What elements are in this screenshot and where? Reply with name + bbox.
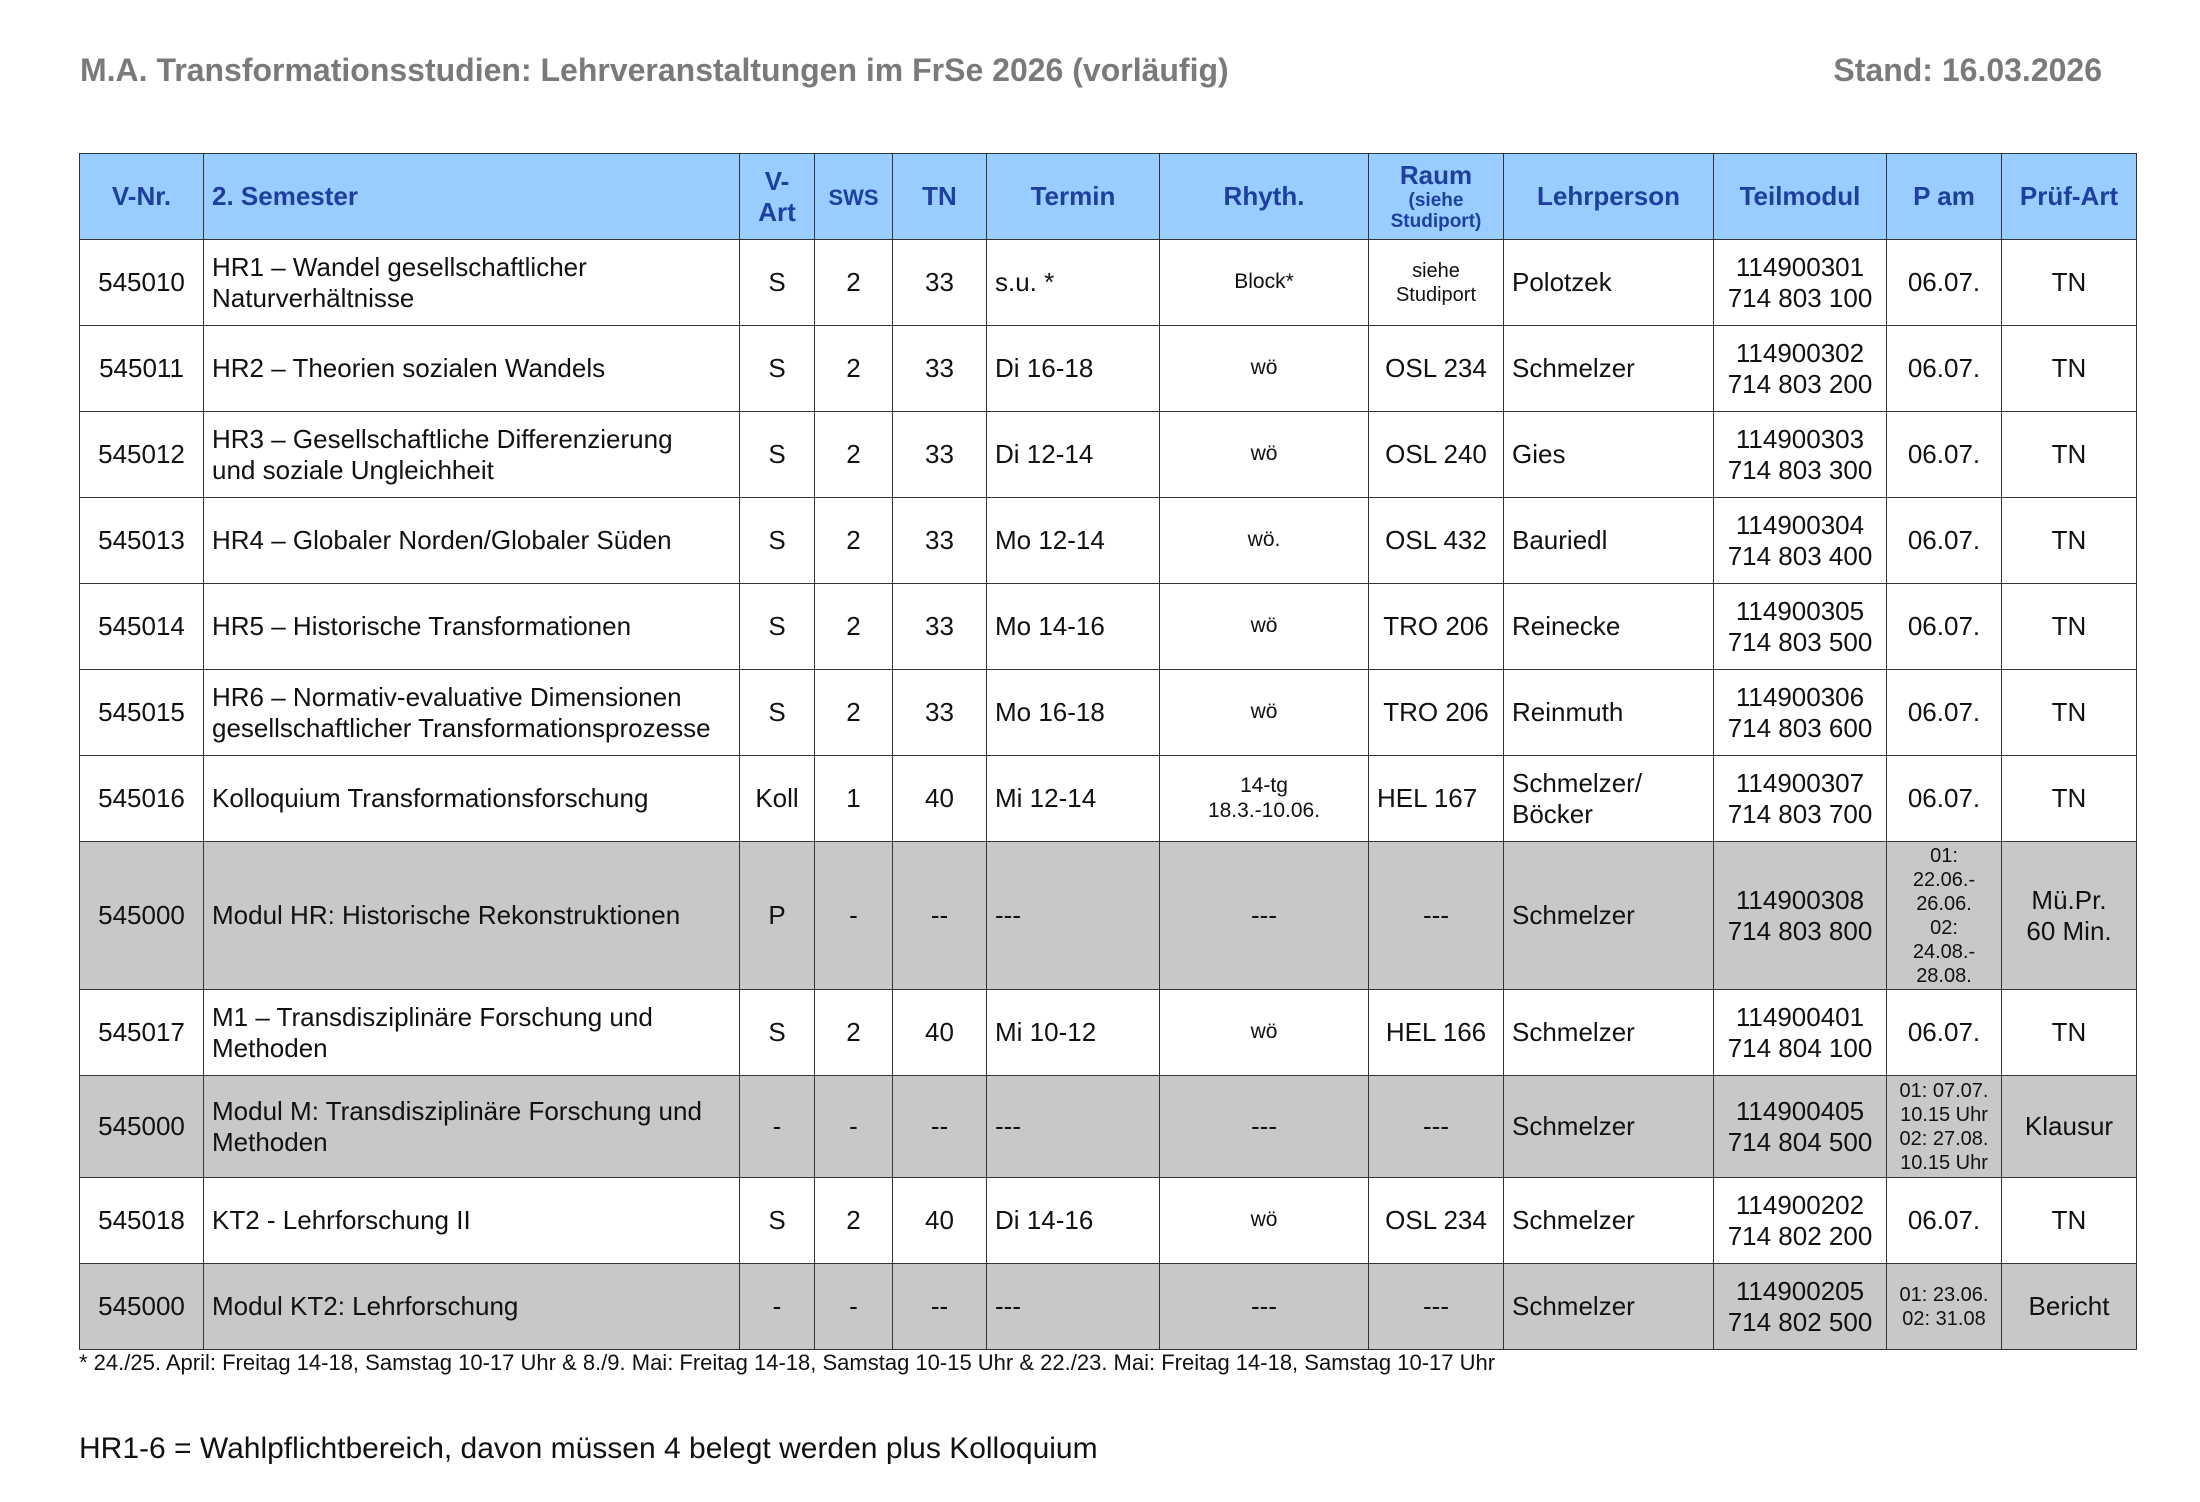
cell-teilmodul: 114900401 714 804 100 bbox=[1714, 990, 1887, 1076]
cell-lehrperson: Gies bbox=[1504, 412, 1714, 498]
cell-vnr: 545015 bbox=[80, 670, 204, 756]
cell-pam: 01: 23.06. 02: 31.08 bbox=[1887, 1264, 2002, 1350]
cell-raum: OSL 234 bbox=[1369, 326, 1504, 412]
col-vnr: V-Nr. bbox=[80, 154, 204, 240]
cell-sws: 2 bbox=[815, 670, 893, 756]
cell-termin: --- bbox=[987, 842, 1160, 990]
cell-tn: -- bbox=[893, 1076, 987, 1178]
cell-lehrperson: Reinmuth bbox=[1504, 670, 1714, 756]
cell-sws: - bbox=[815, 842, 893, 990]
cell-rhythm: wö bbox=[1160, 326, 1369, 412]
col-teilmodul: Teilmodul bbox=[1714, 154, 1887, 240]
col-rhythm: Rhyth. bbox=[1160, 154, 1369, 240]
cell-pruefart: Bericht bbox=[2002, 1264, 2137, 1350]
cell-lehrperson: Schmelzer/ Böcker bbox=[1504, 756, 1714, 842]
cell-tn: 33 bbox=[893, 498, 987, 584]
cell-rhythm: --- bbox=[1160, 1264, 1369, 1350]
cell-pruefart: TN bbox=[2002, 584, 2137, 670]
cell-pruefart: TN bbox=[2002, 756, 2137, 842]
cell-sws: 2 bbox=[815, 412, 893, 498]
cell-rhythm: wö bbox=[1160, 584, 1369, 670]
cell-tn: 33 bbox=[893, 412, 987, 498]
cell-lehrperson: Schmelzer bbox=[1504, 842, 1714, 990]
cell-sws: 2 bbox=[815, 498, 893, 584]
cell-raum: --- bbox=[1369, 1076, 1504, 1178]
page-title: M.A. Transformationsstudien: Lehrveranstaltungen im FrSe 2026 (vorläufig) bbox=[80, 52, 1229, 88]
cell-termin: Mo 16-18 bbox=[987, 670, 1160, 756]
cell-termin: Di 16-18 bbox=[987, 326, 1160, 412]
cell-lehrperson: Polotzek bbox=[1504, 240, 1714, 326]
cell-sws: 1 bbox=[815, 756, 893, 842]
cell-pruefart: TN bbox=[2002, 990, 2137, 1076]
col-tn: TN bbox=[893, 154, 987, 240]
cell-raum: HEL 166 bbox=[1369, 990, 1504, 1076]
cell-teilmodul: 114900405 714 804 500 bbox=[1714, 1076, 1887, 1178]
cell-sws: 2 bbox=[815, 990, 893, 1076]
table-row bbox=[80, 326, 2137, 412]
cell-tn: 33 bbox=[893, 326, 987, 412]
table-row bbox=[80, 584, 2137, 670]
cell-pruefart: TN bbox=[2002, 670, 2137, 756]
cell-lehrperson: Schmelzer bbox=[1504, 1264, 1714, 1350]
cell-title: HR3 – Gesellschaftliche Differenzierung und soziale Ungleichheit bbox=[204, 412, 740, 498]
cell-vnr: 545016 bbox=[80, 756, 204, 842]
cell-tn: 40 bbox=[893, 990, 987, 1076]
cell-sws: - bbox=[815, 1264, 893, 1350]
cell-lehrperson: Schmelzer bbox=[1504, 990, 1714, 1076]
cell-teilmodul: 114900305 714 803 500 bbox=[1714, 584, 1887, 670]
table-row bbox=[80, 670, 2137, 756]
cell-vart: - bbox=[740, 1264, 815, 1350]
cell-raum: OSL 240 bbox=[1369, 412, 1504, 498]
cell-pruefart: TN bbox=[2002, 412, 2137, 498]
table-header-row bbox=[80, 154, 2137, 240]
cell-vnr: 545014 bbox=[80, 584, 204, 670]
cell-rhythm: wö bbox=[1160, 670, 1369, 756]
table-row bbox=[80, 498, 2137, 584]
cell-raum: OSL 234 bbox=[1369, 1178, 1504, 1264]
table-row-module bbox=[80, 1264, 2137, 1350]
cell-tn: 40 bbox=[893, 756, 987, 842]
cell-lehrperson: Schmelzer bbox=[1504, 1076, 1714, 1178]
col-lehrperson: Lehrperson bbox=[1504, 154, 1714, 240]
col-termin: Termin bbox=[987, 154, 1160, 240]
cell-lehrperson: Schmelzer bbox=[1504, 1178, 1714, 1264]
cell-termin: Mi 12-14 bbox=[987, 756, 1160, 842]
cell-vnr: 545010 bbox=[80, 240, 204, 326]
cell-sws: 2 bbox=[815, 326, 893, 412]
cell-title: HR6 – Normativ-evaluative Dimensionen gesellschaftlicher Transformationsprozesse bbox=[204, 670, 740, 756]
cell-sws: 2 bbox=[815, 1178, 893, 1264]
cell-termin: Di 12-14 bbox=[987, 412, 1160, 498]
cell-title: HR1 – Wandel gesellschaftlicher Naturverhältnisse bbox=[204, 240, 740, 326]
cell-rhythm: --- bbox=[1160, 1076, 1369, 1178]
cell-pam: 06.07. bbox=[1887, 326, 2002, 412]
cell-title: Kolloquium Transformationsforschung bbox=[204, 756, 740, 842]
wahlpflicht-note: HR1-6 = Wahlpflichtbereich, davon müssen 4 belegt werden plus Kolloquium bbox=[79, 1432, 1098, 1465]
table-row bbox=[80, 756, 2137, 842]
cell-termin: --- bbox=[987, 1264, 1160, 1350]
cell-title: Modul KT2: Lehrforschung bbox=[204, 1264, 740, 1350]
cell-title: M1 – Transdisziplinäre Forschung und Methoden bbox=[204, 990, 740, 1076]
cell-pam: 06.07. bbox=[1887, 990, 2002, 1076]
cell-rhythm: wö bbox=[1160, 1178, 1369, 1264]
cell-vart: S bbox=[740, 584, 815, 670]
course-table bbox=[79, 153, 2137, 1350]
cell-vart: S bbox=[740, 326, 815, 412]
cell-pam: 01: 22.06.- 26.06. 02: 24.08.- 28.08. bbox=[1887, 842, 2002, 990]
cell-vnr: 545017 bbox=[80, 990, 204, 1076]
cell-lehrperson: Schmelzer bbox=[1504, 326, 1714, 412]
cell-vart: S bbox=[740, 412, 815, 498]
cell-title: KT2 - Lehrforschung II bbox=[204, 1178, 740, 1264]
cell-vnr: 545018 bbox=[80, 1178, 204, 1264]
col-sws: SWS bbox=[815, 154, 893, 240]
cell-termin: Di 14-16 bbox=[987, 1178, 1160, 1264]
table-row bbox=[80, 412, 2137, 498]
cell-sws: - bbox=[815, 1076, 893, 1178]
cell-teilmodul: 114900205 714 802 500 bbox=[1714, 1264, 1887, 1350]
cell-vart: S bbox=[740, 240, 815, 326]
cell-vnr: 545011 bbox=[80, 326, 204, 412]
cell-pam: 06.07. bbox=[1887, 670, 2002, 756]
cell-pam: 06.07. bbox=[1887, 1178, 2002, 1264]
col-raum: Raum (siehe Studiport) bbox=[1369, 154, 1504, 240]
cell-teilmodul: 114900306 714 803 600 bbox=[1714, 670, 1887, 756]
cell-pam: 06.07. bbox=[1887, 412, 2002, 498]
cell-raum: TRO 206 bbox=[1369, 584, 1504, 670]
cell-raum: TRO 206 bbox=[1369, 670, 1504, 756]
cell-tn: 33 bbox=[893, 670, 987, 756]
cell-termin: --- bbox=[987, 1076, 1160, 1178]
cell-vart: S bbox=[740, 990, 815, 1076]
cell-vnr: 545000 bbox=[80, 1076, 204, 1178]
cell-raum: --- bbox=[1369, 1264, 1504, 1350]
table-row bbox=[80, 1178, 2137, 1264]
col-pam: P am bbox=[1887, 154, 2002, 240]
cell-pruefart: Klausur bbox=[2002, 1076, 2137, 1178]
cell-pruefart: TN bbox=[2002, 498, 2137, 584]
cell-raum: HEL 167 bbox=[1369, 756, 1504, 842]
cell-teilmodul: 114900302 714 803 200 bbox=[1714, 326, 1887, 412]
cell-vart: S bbox=[740, 1178, 815, 1264]
cell-vnr: 545000 bbox=[80, 1264, 204, 1350]
cell-pruefart: TN bbox=[2002, 326, 2137, 412]
cell-rhythm: 14-tg 18.3.-10.06. bbox=[1160, 756, 1369, 842]
cell-tn: 33 bbox=[893, 240, 987, 326]
cell-pam: 06.07. bbox=[1887, 756, 2002, 842]
cell-tn: 40 bbox=[893, 1178, 987, 1264]
cell-title: Modul M: Transdisziplinäre Forschung und Methoden bbox=[204, 1076, 740, 1178]
cell-teilmodul: 114900202 714 802 200 bbox=[1714, 1178, 1887, 1264]
cell-vart: S bbox=[740, 670, 815, 756]
cell-vnr: 545013 bbox=[80, 498, 204, 584]
cell-pruefart: TN bbox=[2002, 240, 2137, 326]
cell-rhythm: --- bbox=[1160, 842, 1369, 990]
cell-vart: P bbox=[740, 842, 815, 990]
cell-vnr: 545012 bbox=[80, 412, 204, 498]
cell-title: HR2 – Theorien sozialen Wandels bbox=[204, 326, 740, 412]
cell-raum: --- bbox=[1369, 842, 1504, 990]
col-semester: 2. Semester bbox=[204, 154, 740, 240]
cell-pam: 06.07. bbox=[1887, 498, 2002, 584]
cell-title: HR4 – Globaler Norden/Globaler Süden bbox=[204, 498, 740, 584]
cell-termin: Mo 12-14 bbox=[987, 498, 1160, 584]
cell-teilmodul: 114900303 714 803 300 bbox=[1714, 412, 1887, 498]
cell-raum: siehe Studiport bbox=[1369, 240, 1504, 326]
cell-teilmodul: 114900308 714 803 800 bbox=[1714, 842, 1887, 990]
cell-tn: -- bbox=[893, 1264, 987, 1350]
cell-vart: S bbox=[740, 498, 815, 584]
table-row-module bbox=[80, 1076, 2137, 1178]
cell-teilmodul: 114900301 714 803 100 bbox=[1714, 240, 1887, 326]
cell-sws: 2 bbox=[815, 584, 893, 670]
table-row bbox=[80, 990, 2137, 1076]
cell-sws: 2 bbox=[815, 240, 893, 326]
cell-pam: 06.07. bbox=[1887, 584, 2002, 670]
table-row bbox=[80, 240, 2137, 326]
cell-pam: 06.07. bbox=[1887, 240, 2002, 326]
cell-teilmodul: 114900304 714 803 400 bbox=[1714, 498, 1887, 584]
cell-termin: Mo 14-16 bbox=[987, 584, 1160, 670]
cell-raum: OSL 432 bbox=[1369, 498, 1504, 584]
col-pruefart: Prüf-Art bbox=[2002, 154, 2137, 240]
cell-title: HR5 – Historische Transformationen bbox=[204, 584, 740, 670]
footnote: * 24./25. April: Freitag 14-18, Samstag 10-17 Uhr & 8./9. Mai: Freitag 14-18, Samstag 10-15 Uhr & 22./23. Mai: Freitag 14-18, Samstag 10-17 Uhr bbox=[79, 1350, 1496, 1375]
cell-termin: s.u. * bbox=[987, 240, 1160, 326]
cell-vart: - bbox=[740, 1076, 815, 1178]
cell-teilmodul: 114900307 714 803 700 bbox=[1714, 756, 1887, 842]
status-date: Stand: 16.03.2026 bbox=[1833, 52, 2102, 88]
cell-pruefart: TN bbox=[2002, 1178, 2137, 1264]
cell-rhythm: wö bbox=[1160, 412, 1369, 498]
cell-tn: 33 bbox=[893, 584, 987, 670]
cell-vart: Koll bbox=[740, 756, 815, 842]
cell-pam: 01: 07.07. 10.15 Uhr 02: 27.08. 10.15 Uhr bbox=[1887, 1076, 2002, 1178]
table-row-module bbox=[80, 842, 2137, 990]
cell-rhythm: Block* bbox=[1160, 240, 1369, 326]
cell-vnr: 545000 bbox=[80, 842, 204, 990]
cell-rhythm: wö. bbox=[1160, 498, 1369, 584]
cell-lehrperson: Bauriedl bbox=[1504, 498, 1714, 584]
cell-title: Modul HR: Historische Rekonstruktionen bbox=[204, 842, 740, 990]
col-vart: V-Art bbox=[740, 154, 815, 240]
cell-tn: -- bbox=[893, 842, 987, 990]
cell-pruefart: Mü.Pr. 60 Min. bbox=[2002, 842, 2137, 990]
cell-termin: Mi 10-12 bbox=[987, 990, 1160, 1076]
cell-rhythm: wö bbox=[1160, 990, 1369, 1076]
cell-lehrperson: Reinecke bbox=[1504, 584, 1714, 670]
